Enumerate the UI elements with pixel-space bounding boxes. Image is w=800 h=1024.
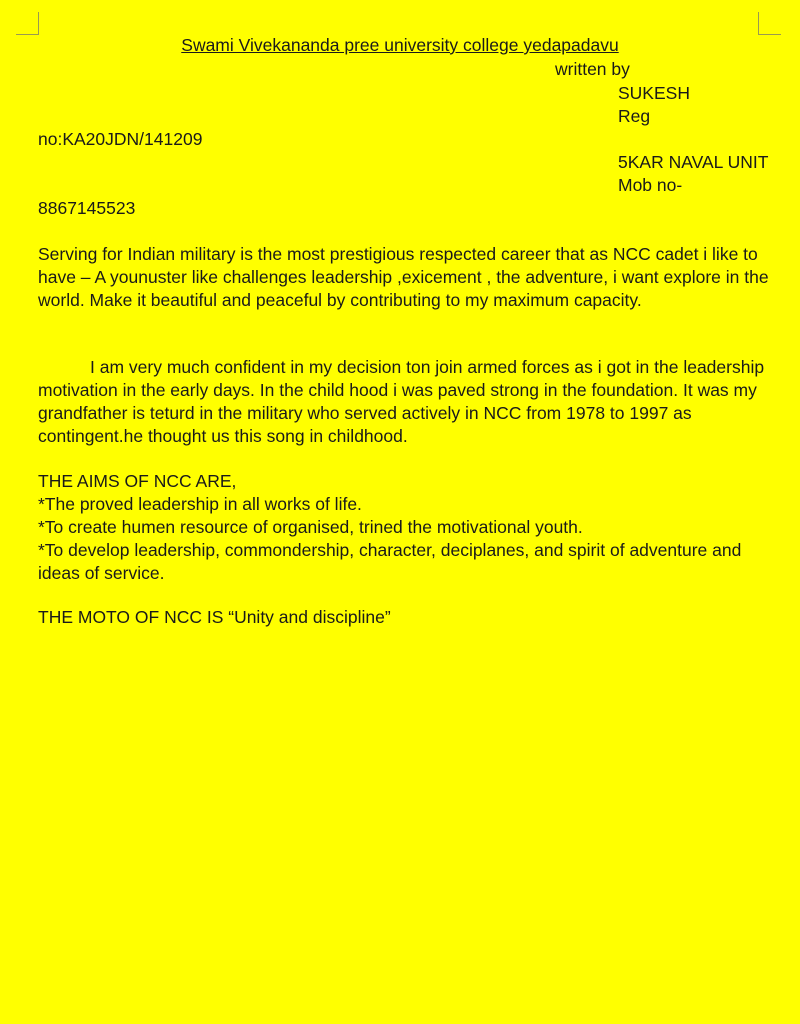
aims-heading: THE AIMS OF NCC ARE, bbox=[38, 471, 237, 491]
crop-mark-top-right bbox=[758, 12, 781, 35]
written-by-label: written by bbox=[555, 59, 630, 79]
paragraph-career: Serving for Indian military is the most prestigious respected career that as NCC cadet i like to have – A younuster like challenges leadership ,exicement , the adventure, i want explore in the world. Make it beautiful and peaceful by contributing to my maximum capacity. bbox=[38, 244, 769, 310]
mob-label: Mob no- bbox=[618, 175, 683, 195]
document-title: Swami Vivekananda pree university college yedapadavu bbox=[181, 35, 619, 55]
mob-number: 8867145523 bbox=[38, 198, 136, 218]
list-item: *To develop leadership, commondership, character, deciplanes, and spirit of adventure and ideas of service. bbox=[38, 540, 742, 583]
aims-list bbox=[38, 493, 788, 585]
reg-label: Reg bbox=[618, 106, 651, 126]
list-item: *The proved leadership in all works of life. bbox=[38, 494, 362, 514]
motto-line: THE MOTO OF NCC IS “Unity and discipline” bbox=[38, 607, 391, 627]
paragraph-confidence: I am very much confident in my decision ton join armed forces as i got in the leadership motivation in the early days. In the child hood i was paved strong in the foundation. It was my grandfather is teturd in the military who served actively in NCC from 1978 to 1997 as contingent.he thought us this song in childhood. bbox=[38, 357, 765, 446]
list-item: *To create humen resource of organised, trined the motivational youth. bbox=[38, 517, 583, 537]
crop-mark-top-left bbox=[16, 12, 39, 35]
author-name: SUKESH bbox=[618, 83, 690, 103]
unit-name: 5KAR NAVAL UNIT bbox=[618, 152, 769, 172]
reg-number: no:KA20JDN/141209 bbox=[38, 129, 203, 149]
